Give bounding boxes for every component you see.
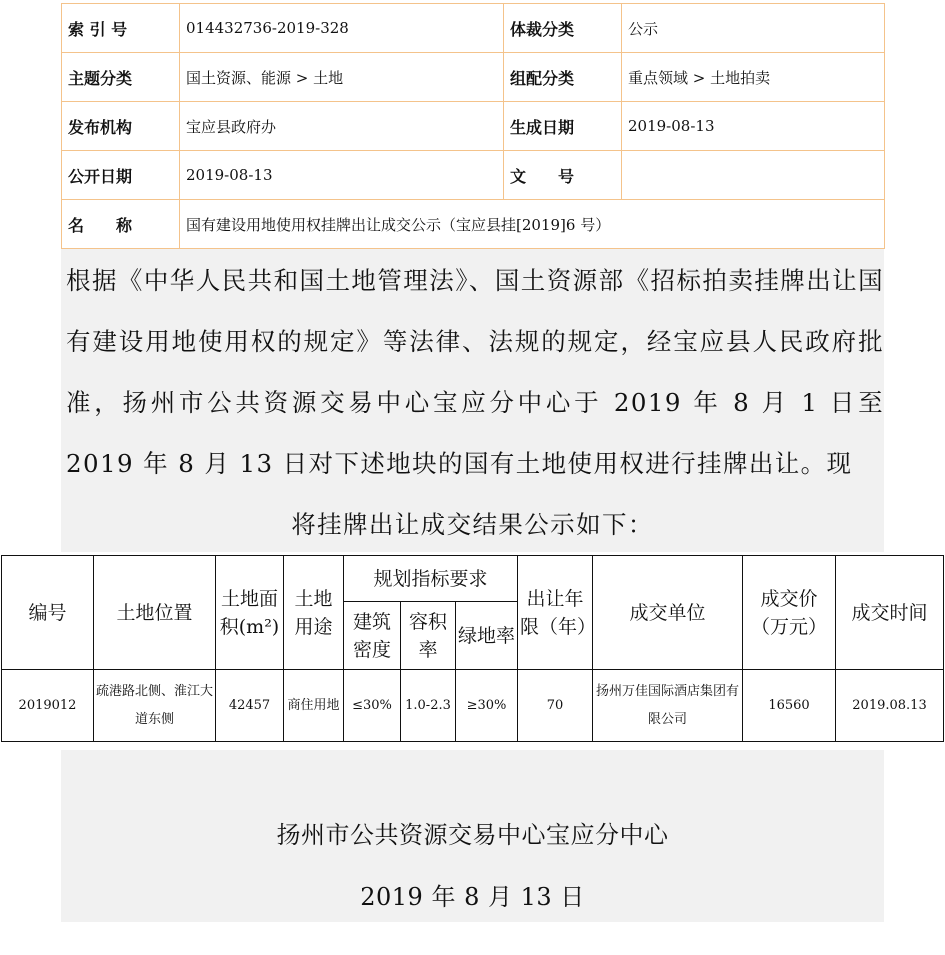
cell-use: 商住用地 (284, 670, 344, 742)
name-value: 国有建设用地使用权挂牌出让成交公示（宝应县挂[2019]6 号） (180, 200, 885, 249)
cell-buyer: 扬州万佳国际酒店集团有限公司 (593, 670, 743, 742)
header-time: 成交时间 (836, 556, 944, 670)
header-area: 土地面积(m²) (216, 556, 284, 670)
header-row (2, 556, 944, 602)
doc-no-label: 文 号 (504, 151, 622, 200)
cell-price: 16560 (743, 670, 836, 742)
cell-location: 疏港路北侧、淮江大道东侧 (94, 670, 216, 742)
header-green: 绿地率 (456, 602, 518, 670)
cell-density: ≤30% (344, 670, 401, 742)
config-label: 组配分类 (504, 53, 622, 102)
header-term: 出让年限（年） (518, 556, 593, 670)
genre-label: 体裁分类 (504, 4, 622, 53)
signature-date: 2019 年 8 月 13 日 (360, 883, 585, 911)
results-table (1, 555, 944, 742)
header-planning: 规划指标要求 (344, 556, 518, 602)
open-date-label: 公开日期 (62, 151, 180, 200)
gen-date-label: 生成日期 (504, 102, 622, 151)
header-id: 编号 (2, 556, 94, 670)
header-use: 土地用途 (284, 556, 344, 670)
open-date-value: 2019-08-13 (180, 151, 504, 200)
metadata-table (61, 3, 885, 249)
doc-no-value (622, 151, 885, 200)
cell-far: 1.0-2.3 (401, 670, 456, 742)
header-far: 容积率 (401, 602, 456, 670)
topic-value: 国土资源、能源 > 土地 (180, 53, 504, 102)
cell-area: 42457 (216, 670, 284, 742)
metadata-row (62, 200, 885, 249)
index-no-label: 索 引 号 (62, 4, 180, 53)
genre-value: 公示 (622, 4, 885, 53)
metadata-row (62, 102, 885, 151)
metadata-row (62, 53, 885, 102)
cell-id: 2019012 (2, 670, 94, 742)
table-row (2, 670, 944, 742)
publisher-value: 宝应县政府办 (180, 102, 504, 151)
name-label: 名 称 (62, 200, 180, 249)
topic-label: 主题分类 (62, 53, 180, 102)
header-price: 成交价（万元） (743, 556, 836, 670)
metadata-row (62, 151, 885, 200)
cell-term: 70 (518, 670, 593, 742)
header-buyer: 成交单位 (593, 556, 743, 670)
header-density: 建筑密度 (344, 602, 401, 670)
publisher-label: 发布机构 (62, 102, 180, 151)
metadata-row (62, 4, 885, 53)
header-location: 土地位置 (94, 556, 216, 670)
signature-org: 扬州市公共资源交易中心宝应分中心 (276, 821, 669, 849)
cell-green: ≥30% (456, 670, 518, 742)
body-paragraph-last-line: 将挂牌出让成交结果公示如下： (291, 510, 654, 539)
cell-time: 2019.08.13 (836, 670, 944, 742)
index-no-value: 014432736-2019-328 (180, 4, 504, 53)
body-paragraph: 根据《中华人民共和国土地管理法》、国土资源部《招标拍卖挂牌出让国有建设用地使用权的规定》等法律、法规的规定，经宝应县人民政府批准，扬州市公共资源交易中心宝应分中心于 2019 年 8 月 1 日至 2019 年 8 月 13 日对下述地块的国有土地使用权进行挂牌出让。现 (66, 266, 884, 478)
gen-date-value: 2019-08-13 (622, 102, 885, 151)
config-value: 重点领域 > 土地拍卖 (622, 53, 885, 102)
